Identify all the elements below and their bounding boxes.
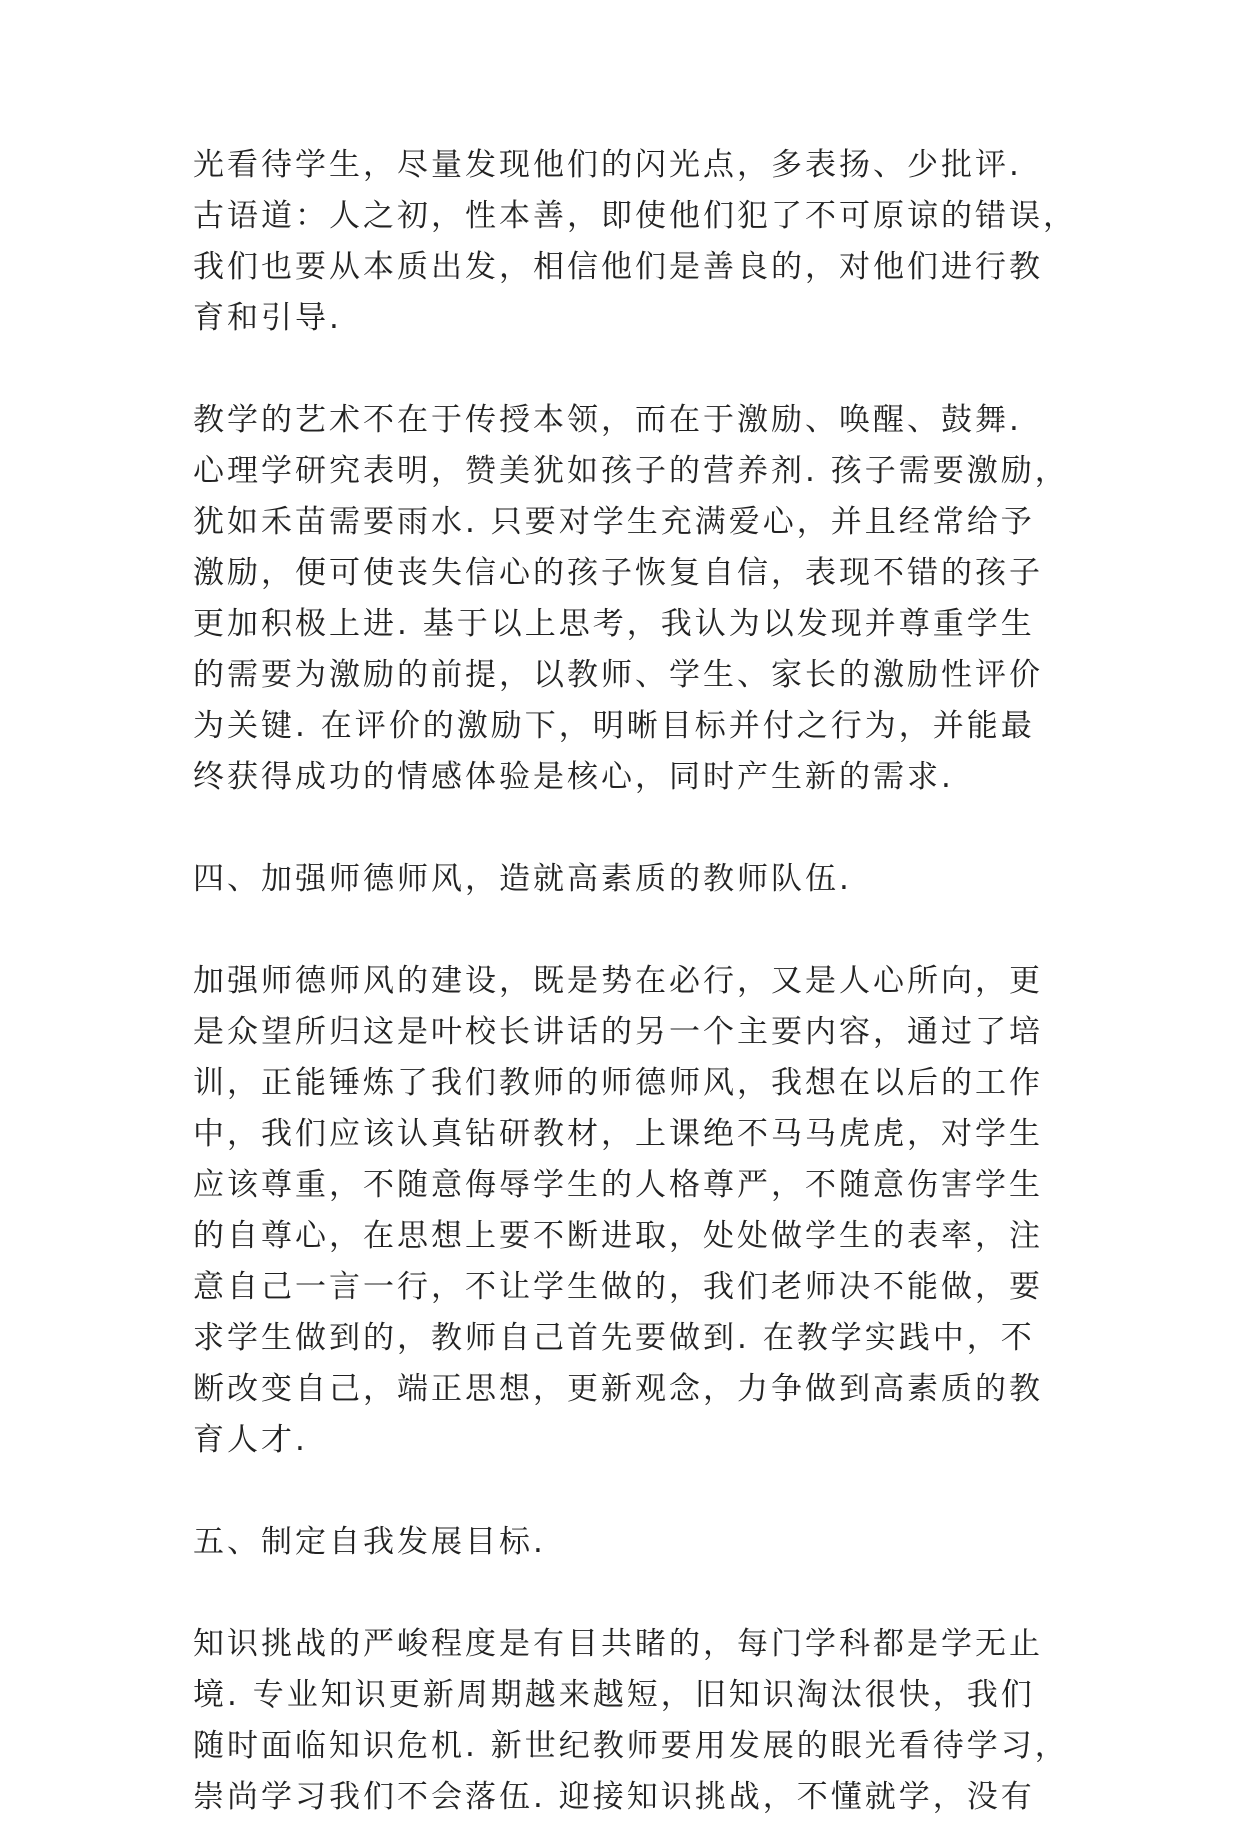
text-line: 随时面临知识危机. 新世纪教师要用发展的眼光看待学习， xyxy=(193,1728,1069,1764)
document-body xyxy=(193,140,1077,1823)
text-line: 崇尚学习我们不会落伍. 迎接知识挑战，不懂就学，没有 xyxy=(193,1779,1035,1815)
text-line: 意自己一言一行，不让学生做的，我们老师决不能做，要 xyxy=(193,1269,1043,1305)
text-line: 更加积极上进. 基于以上思考，我认为以发现并尊重学生 xyxy=(193,606,1035,642)
text-line: 断改变自己，端正思想，更新观念，力争做到高素质的教 xyxy=(193,1371,1043,1407)
text-line: 育和引导. xyxy=(193,300,342,336)
text-line: 加强师德师风的建设，既是势在必行，又是人心所向，更 xyxy=(193,963,1043,999)
text-line: 犹如禾苗需要雨水. 只要对学生充满爱心，并且经常给予 xyxy=(193,504,1035,540)
text-line: 激励，便可使丧失信心的孩子恢复自信，表现不错的孩子 xyxy=(193,555,1043,591)
text-line: 训，正能锤炼了我们教师的师德师风，我想在以后的工作 xyxy=(193,1065,1043,1101)
section-heading-text: 五、制定自我发展目标. xyxy=(193,1524,546,1560)
text-line: 为关键. 在评价的激励下，明晰目标并付之行为，并能最 xyxy=(193,708,1035,744)
paragraph-1 xyxy=(193,140,1077,344)
paragraph-2 xyxy=(193,395,1069,803)
text-line: 古语道：人之初，性本善，即使他们犯了不可原谅的错误， xyxy=(193,198,1077,234)
section-heading-text: 四、加强师德师风，造就高素质的教师队伍. xyxy=(193,861,852,897)
paragraph-4 xyxy=(193,1619,1069,1823)
section-heading-5 xyxy=(193,1517,1028,1568)
text-line: 光看待学生，尽量发现他们的闪光点，多表扬、少批评. xyxy=(193,147,1022,183)
text-line: 中，我们应该认真钻研教材，上课绝不马马虎虎，对学生 xyxy=(193,1116,1043,1152)
text-line: 是众望所归这是叶校长讲话的另一个主要内容，通过了培 xyxy=(193,1014,1043,1050)
text-line: 的自尊心，在思想上要不断进取，处处做学生的表率，注 xyxy=(193,1218,1043,1254)
text-line: 应该尊重，不随意侮辱学生的人格尊严，不随意伤害学生 xyxy=(193,1167,1043,1203)
text-line: 的需要为激励的前提，以教师、学生、家长的激励性评价 xyxy=(193,657,1043,693)
text-line: 教学的艺术不在于传授本领，而在于激励、唤醒、鼓舞. xyxy=(193,402,1022,438)
paragraph-3 xyxy=(193,956,1043,1466)
section-heading-4 xyxy=(193,854,1028,905)
text-line: 知识挑战的严峻程度是有目共睹的，每门学科都是学无止 xyxy=(193,1626,1043,1662)
text-line: 境. 专业知识更新周期越来越短，旧知识淘汰很快，我们 xyxy=(193,1677,1035,1713)
text-line: 终获得成功的情感体验是核心，同时产生新的需求. xyxy=(193,759,954,795)
text-line: 我们也要从本质出发，相信他们是善良的，对他们进行教 xyxy=(193,249,1043,285)
text-line: 求学生做到的，教师自己首先要做到. 在教学实践中，不 xyxy=(193,1320,1035,1356)
text-line: 育人才. xyxy=(193,1422,308,1458)
text-line: 心理学研究表明，赞美犹如孩子的营养剂. 孩子需要激励， xyxy=(193,453,1069,489)
